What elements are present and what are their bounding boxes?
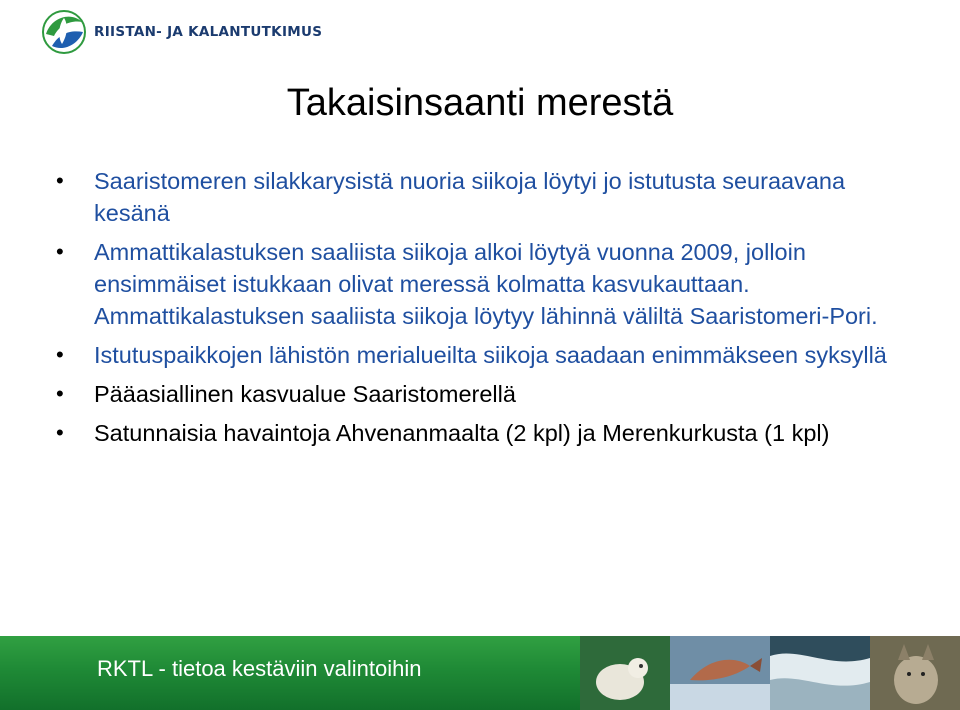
- footer-tagline: RKTL - tietoa kestäviin valintoihin: [97, 656, 422, 681]
- water-rapids-photo-icon: [770, 636, 870, 710]
- bullet-item: • Istutuspaikkojen lähistön merialueilta siikoja saadaan enimmäkseen syksyllä: [52, 339, 902, 371]
- fish-bird-logo-icon: [42, 10, 86, 54]
- lamb-photo-icon: [580, 636, 670, 710]
- bullet-list: [52, 165, 902, 456]
- bullet-item: • Satunnaisia havaintoja Ahvenanmaalta (2 kpl) ja Merenkurkusta (1 kpl): [52, 417, 902, 449]
- brand-name: RIISTAN- JA KALANTUTKIMUS: [94, 24, 323, 40]
- bullet-item: • Ammattikalastuksen saaliista siikoja alkoi löytyä vuonna 2009, jolloin ensimmäiset istukkaan olivat meressä kolmatta kasvukauttaan. Ammattikalastuksen saaliista siikoja löytyy lähinnä väliltä Saaristomeri-Pori.: [52, 236, 902, 332]
- brand-logo: [42, 6, 322, 58]
- bullet-item: • Saaristomeren silakkarysistä nuoria siikoja löytyi jo istutusta seuraavana kesänä: [52, 165, 902, 229]
- bullet-item: • Pääasiallinen kasvualue Saaristomerellä: [52, 378, 902, 410]
- slide-title: Takaisinsaanti merestä: [286, 82, 674, 124]
- wolf-photo-icon: [870, 636, 960, 710]
- salmon-leaping-photo-icon: [670, 636, 770, 710]
- footer-photo-strip: [580, 636, 960, 710]
- footer-bar: [0, 636, 960, 710]
